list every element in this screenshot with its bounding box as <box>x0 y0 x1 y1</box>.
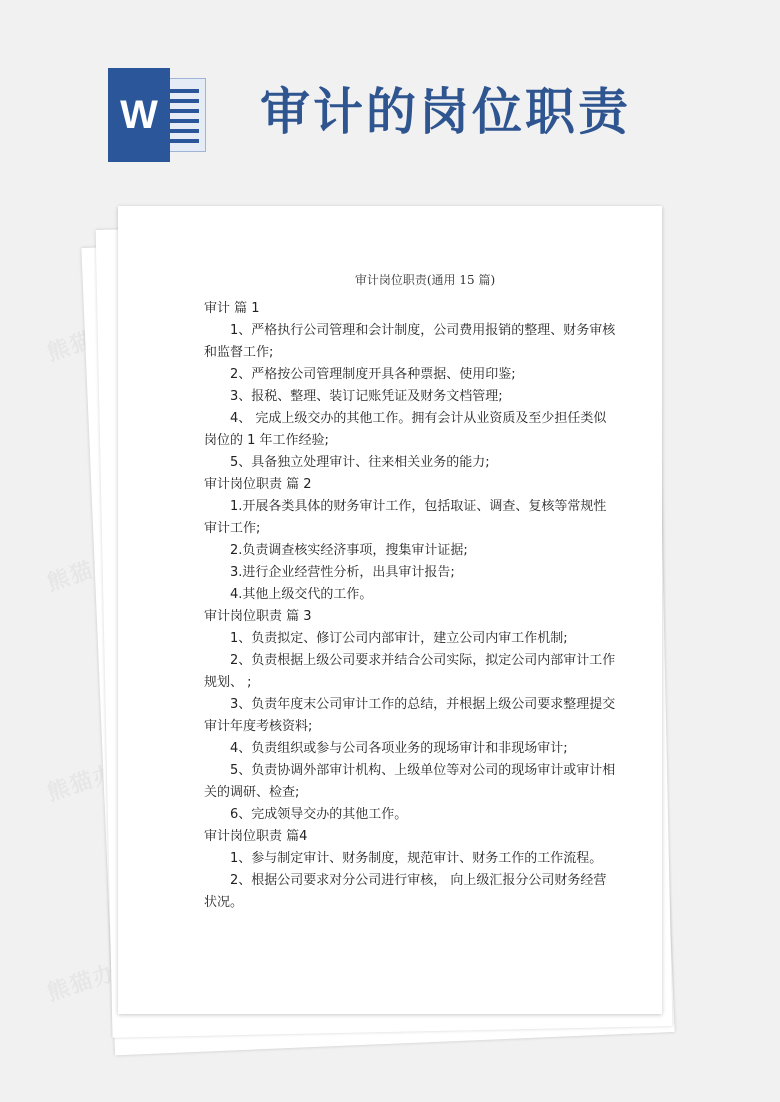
list-item: 5、具备独立处理审计、往来相关业务的能力; <box>230 455 490 470</box>
list-item: 1、负责拟定、修订公司内部审计，建立公司内审工作机制; <box>230 631 568 646</box>
section-3 <box>204 606 616 826</box>
list-item: 2、严格按公司管理制度开具各种票据、使用印鉴; <box>230 367 516 382</box>
word-logo-letter: W <box>108 68 170 162</box>
section-1 <box>204 298 616 474</box>
list-item: 6、完成领导交办的其他工作。 <box>230 807 408 822</box>
list-item: 2.负责调查核实经济事项，搜集审计证据; <box>230 543 468 558</box>
list-item: 1、参与制定审计、财务制度，规范审计、财务工作的工作流程。 <box>230 851 603 866</box>
list-item: 3.进行企业经营性分析，出具审计报告; <box>230 565 455 580</box>
page-title: 审计的岗位职责 <box>260 82 631 141</box>
section-heading: 审计岗位职责 篇 2 <box>204 477 312 492</box>
list-item: 1、严格执行公司管理和会计制度，公司费用报销的整理、财务审核和监督工作; <box>204 323 616 360</box>
document-body <box>204 268 616 914</box>
list-item: 5、负责协调外部审计机构、上级单位等对公司的现场审计或审计相关的调研、检查; <box>204 763 616 800</box>
word-logo-icon <box>108 68 208 162</box>
section-heading: 审计 篇 1 <box>204 301 260 316</box>
list-item: 3、负责年度末公司审计工作的总结，并根据上级公司要求整理提交审计年度考核资料; <box>204 697 616 734</box>
section-heading: 审计岗位职责 篇 3 <box>204 609 312 624</box>
list-item: 2、负责根据上级公司要求并结合公司实际，拟定公司内部审计工作规划、 ; <box>204 653 616 690</box>
list-item: 1.开展各类具体的财务审计工作，包括取证、调查、复核等常规性审计工作; <box>204 499 607 536</box>
list-item: 3、报税、整理、装订记账凭证及财务文档管理; <box>230 389 503 404</box>
document-title: 审计岗位职责(通用 15 篇) <box>354 273 496 287</box>
list-item: 4、 完成上级交办的其他工作。拥有会计从业资质及至少担任类似岗位的 1 年工作经验; <box>204 411 607 448</box>
section-2 <box>204 474 616 606</box>
list-item: 4.其他上级交代的工作。 <box>230 587 373 602</box>
section-4 <box>204 826 616 914</box>
list-item: 2、根据公司要求对分公司进行审核， 向上级汇报分公司财务经营状况。 <box>204 873 607 910</box>
list-item: 4、负责组织或参与公司各项业务的现场审计和非现场审计; <box>230 741 568 756</box>
section-heading: 审计岗位职责 篇4 <box>204 829 308 844</box>
